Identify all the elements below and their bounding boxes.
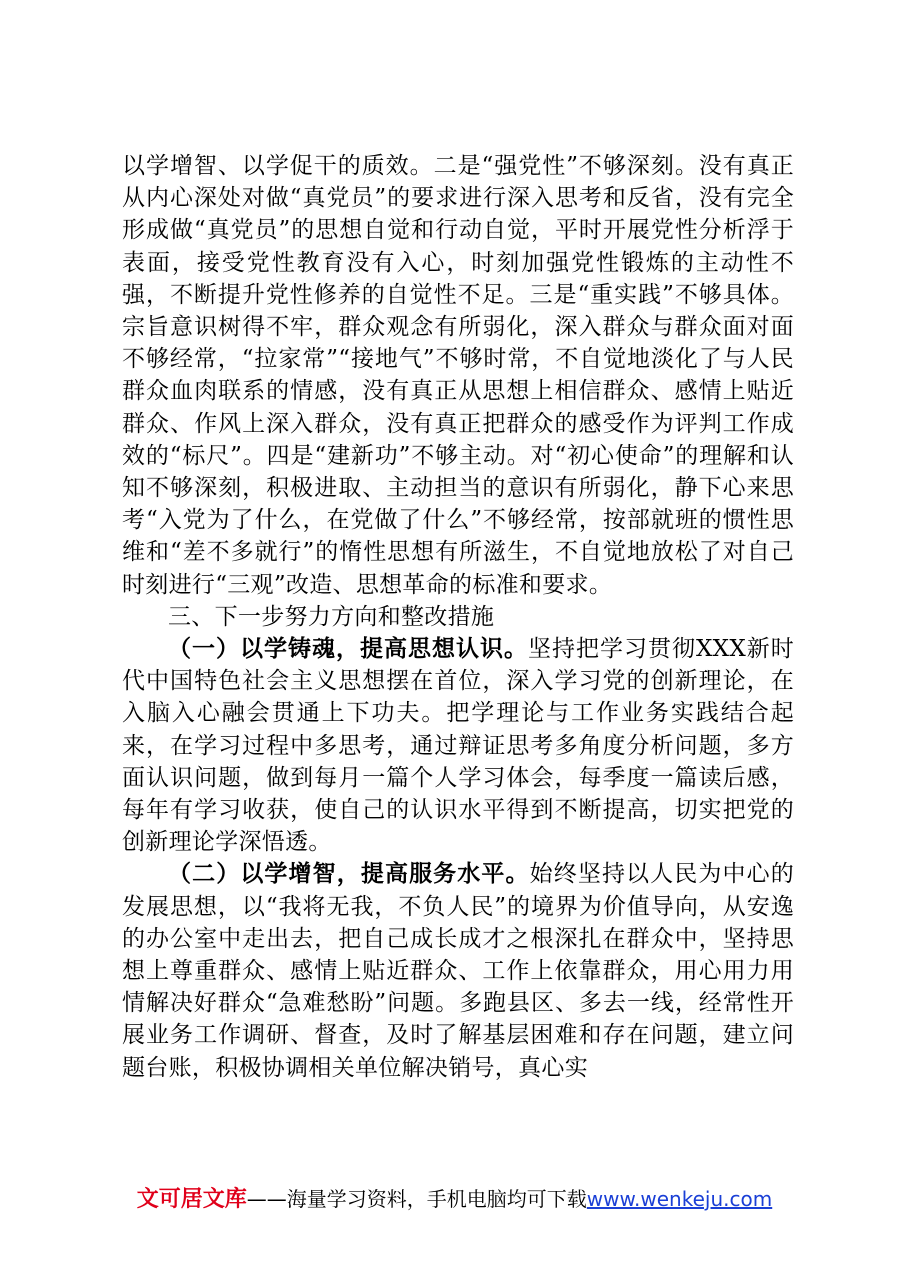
item-2-title: （二）以学增智，提高服务水平。: [168, 860, 530, 888]
footer-banner: [0, 1182, 909, 1213]
item-1-title: （一）以学铸魂，提高思想认识。: [168, 635, 528, 663]
item-2-text: 始终坚持以人民为中心的发展思想，以“我将无我，不负人民”的境界为价值导向，从安逸的办公室中走出去，把自己成长成才之根深扎在群众中，坚持思想上尊重群众、感情上贴近群众、工作上依靠群众，用心用力用情解决好群众“急难愁盼”问题。多跑县区、多去一线，经常性开展业务工作调研、督查，及时了解基层困难和存在问题，建立问题台账，积极协调相关单位解决销号，真心实: [122, 861, 794, 1081]
section-heading: 三、下一步努力方向和整改措施: [168, 603, 495, 630]
document-body: [122, 150, 794, 1084]
footer-url-link[interactable]: www.wenkeju.com: [586, 1187, 773, 1211]
footer-brand: 文可居文库: [136, 1187, 247, 1212]
paragraph-problems: 以学增智、以学促干的质效。二是“强党性”不够深刻。没有真正从内心深处对做“真党员”的要求进行深入思考和反省，没有完全形成做“真党员”的思想自觉和行动自觉，平时开展党性分析浮于表面，接受党性教育没有入心，时刻加强党性锻炼的主动性不强，不断提升党性修养的自觉性不足。三是“重实践”不够具体。宗旨意识树得不牢，群众观念有所弱化，深入群众与群众面对面不够经常，“拉家常”“接地气”不够时常，不自觉地淡化了与人民群众血肉联系的情感，没有真正从思想上相信群众、感情上贴近群众、作风上深入群众，没有真正把群众的感受作为评判工作成效的“标尺”。四是“建新功”不够主动。对“初心使命”的理解和认知不够深刻，积极进取、主动担当的意识有所弱化，静下心来思考“入党为了什么，在党做了什么”不够经常，按部就班的惯性思维和“差不多就行”的惰性思想有所滋生，不自觉地放松了对自己时刻进行“三观”改造、思想革命的标准和要求。: [122, 153, 794, 598]
item-1-text: 坚持把学习贯彻XXX新时代中国特色社会主义思想摆在首位，深入学习党的创新理论，在入脑入心融会贯通上下功夫。把学理论与工作业务实践结合起来，在学习过程中多思考，通过辩证思考多角度分析问题，多方面认识问题，做到每月一篇个人学习体会，每季度一篇读后感，每年有学习收获，使自己的认识水平得到不断提高，切实把党的创新理论学深悟透。: [122, 636, 794, 856]
paragraph-item-2: [122, 858, 794, 1083]
footer-slogan: ——海量学习资料，手机电脑均可下载: [246, 1187, 587, 1211]
paragraph-item-1: [122, 633, 794, 858]
